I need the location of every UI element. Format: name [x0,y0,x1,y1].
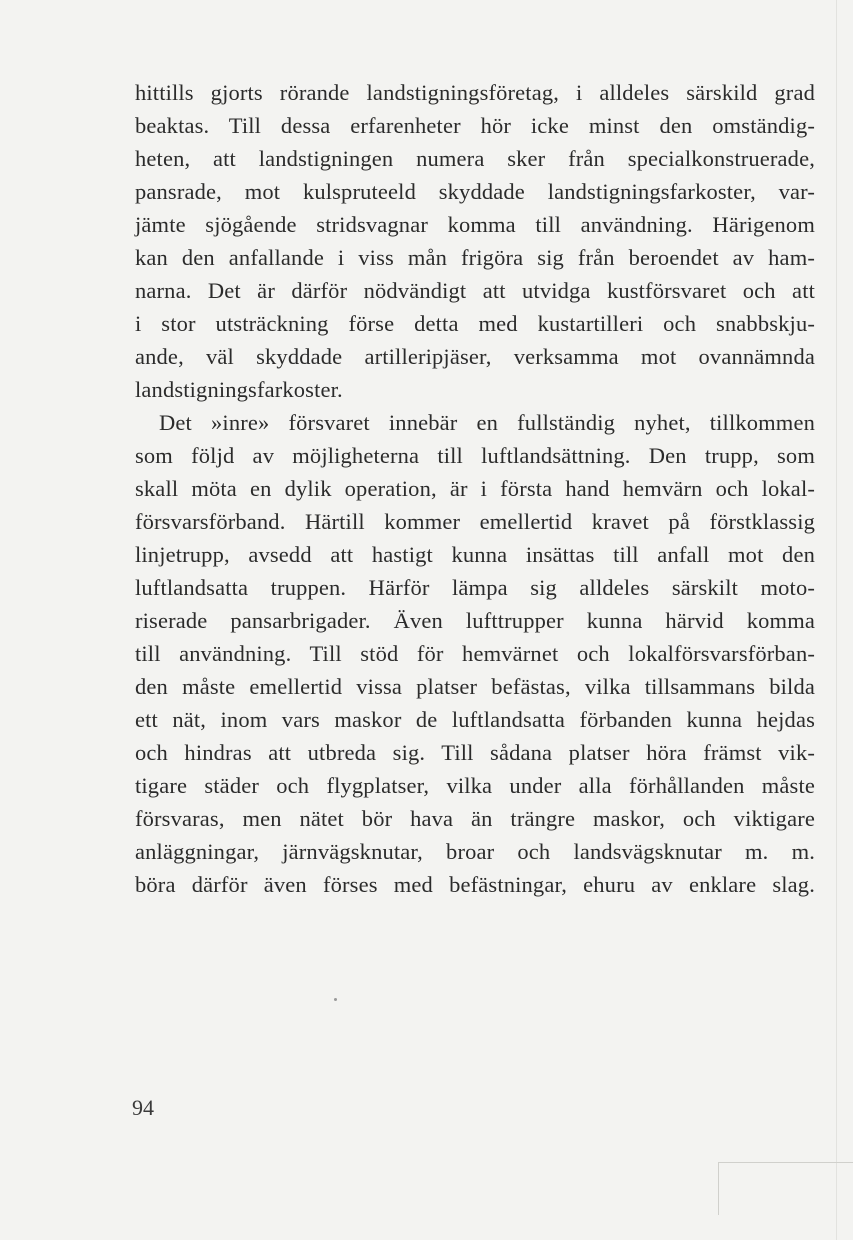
text-line: böra därför även förses med befästningar, ehuru av enklare slag. [135,872,815,897]
text-line: och hindras att utbreda sig. Till sådana platser höra främst vik- [135,740,815,765]
text-line: den måste emellertid vissa platser befästas, vilka tillsammans bilda [135,674,815,699]
text-line-indent: Det »inre» försvaret innebär en fullständig nyhet, tillkommen [159,410,815,435]
text-line: hittills gjorts rörande landstigningsföretag, i alldeles särskild grad [135,80,815,105]
text-line: som följd av möjligheterna till luftlandsättning. Den trupp, som [135,443,815,468]
text-line: beaktas. Till dessa erfarenheter hör icke minst den omständig- [135,113,815,138]
text-line: till användning. Till stöd för hemvärnet och lokalförsvarsförban- [135,641,815,666]
text-line: skall möta en dylik operation, är i första hand hemvärn och lokal- [135,476,815,501]
text-line: pansrade, mot kulspruteeld skyddade landstigningsfarkoster, var- [135,179,815,204]
text-line: ande, väl skyddade artilleripjäser, verksamma mot ovannämnda [135,344,815,369]
paper-speck [334,998,337,1001]
text-line: landstigningsfarkoster. [135,377,343,402]
text-line: ett nät, inom vars maskor de luftlandsatta förbanden kunna hejdas [135,707,815,732]
text-line: kan den anfallande i viss mån frigöra sig från beroendet av ham- [135,245,815,270]
text-line: tigare städer och flygplatser, vilka under alla förhållanden måste [135,773,815,798]
text-line: riserade pansarbrigader. Även lufttrupper kunna härvid komma [135,608,815,633]
text-line: i stor utsträckning förse detta med kustartilleri och snabbskju- [135,311,815,336]
text-line: försvarsförband. Härtill kommer emellertid kravet på förstklassig [135,509,815,534]
text-line: anläggningar, järnvägsknutar, broar och landsvägsknutar m. m. [135,839,815,864]
page-edge-line [836,0,837,1240]
text-line: luftlandsatta truppen. Härför lämpa sig alldeles särskilt moto- [135,575,815,600]
scan-corner-mark [718,1162,853,1215]
text-line: heten, att landstigningen numera sker från specialkonstruerade, [135,146,815,171]
text-line: jämte sjögående stridsvagnar komma till användning. Härigenom [135,212,815,237]
text-line: försvaras, men nätet bör hava än trängre maskor, och viktigare [135,806,815,831]
page-number: 94 [132,1095,154,1120]
text-line: linjetrupp, avsedd att hastigt kunna insättas till anfall mot den [135,542,815,567]
text-line: narna. Det är därför nödvändigt att utvidga kustförsvaret och att [135,278,815,303]
body-text [135,76,815,901]
